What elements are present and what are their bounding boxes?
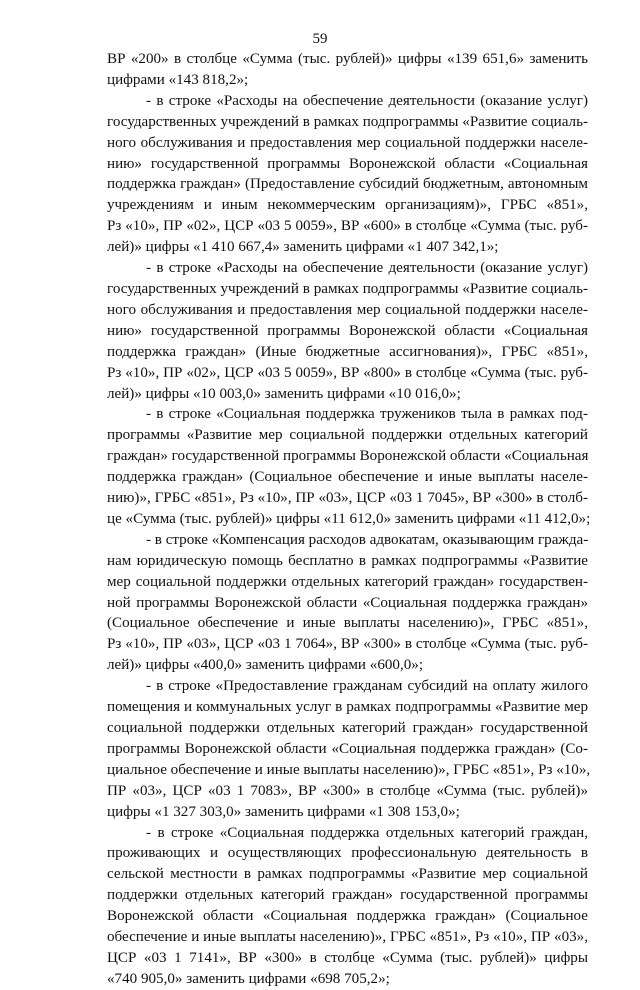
text-line: циальное обеспечение и иные выплаты населению)», ГРБС «851», Рз «10»,: [107, 761, 591, 778]
text-line: ного обслуживания и предоставления мер социальной поддержки населе-: [107, 301, 588, 318]
text-line: - в строке «Социальная поддержка отдельных категорий граждан,: [146, 824, 588, 841]
text-line: помещения и коммунальных услуг в рамках подпрограммы «Развитие мер: [107, 699, 588, 716]
text-line: поддержка граждан» (Предоставление субсидий бюджетным, автономным: [107, 176, 588, 193]
text-line: цифры «1 327 303,0» заменить цифрами «1 308 153,0»;: [107, 803, 460, 820]
paragraph: [107, 823, 588, 990]
text-line: государственных учреждений в рамках подпрограммы «Развитие социаль-: [107, 113, 588, 130]
text-line: социальной поддержки отдельных категорий граждан» государственной: [107, 720, 588, 736]
text-line: - в строке «Компенсация расходов адвокатам, оказывающим гражда-: [146, 531, 589, 548]
text-line: Рз «10», ПР «02», ЦСР «03 5 0059», ВР «600» в столбце «Сумма (тыс. руб-: [107, 218, 588, 235]
text-line: ПР «03», ЦСР «03 1 7083», ВР «300» в столбце «Сумма (тыс. рублей)»: [107, 782, 588, 799]
text-line: нию» государственной программы Воронежской области «Социальная: [107, 155, 588, 172]
text-line: поддержки отдельных категорий граждан» государственной программы: [107, 887, 588, 904]
text-line: це «Сумма (тыс. рублей)» цифры «11 612,0» заменить цифрами «11 412,0»;: [107, 510, 591, 527]
text-line: нию» государственной программы Воронежской области «Социальная: [107, 322, 588, 339]
text-line: лей)» цифры «1 410 667,4» заменить цифрами «1 407 342,1»;: [107, 239, 499, 256]
text-line: учреждениям и иным некоммерческим организациям)», ГРБС «851»,: [107, 197, 588, 214]
paragraph: [107, 676, 591, 822]
text-line: сельской местности в рамках подпрограммы «Развитие мер социальной: [107, 866, 588, 883]
text-line: обеспечение и иные выплаты населению)», ГРБС «851», Рз «10», ПР «03»,: [107, 929, 588, 946]
text-line: ной программы Воронежской области «Социальная поддержка граждан»: [107, 594, 588, 611]
text-line: - в строке «Предоставление гражданам субсидий на оплату жилого: [146, 678, 588, 695]
text-line: ного обслуживания и предоставления мер социальной поддержки населе-: [107, 134, 588, 151]
paragraph: [107, 530, 588, 676]
paragraph: [107, 91, 588, 258]
text-line: - в строке «Социальная поддержка тружеников тыла в рамках под-: [146, 406, 588, 423]
text-line: нам юридическую помощь бесплатно в рамках подпрограммы «Развитие: [107, 552, 588, 569]
page-number: 59: [312, 31, 328, 47]
paragraph: [107, 258, 588, 404]
text-line: «740 905,0» заменить цифрами «698 705,2»;: [107, 970, 390, 987]
text-line: нию)», ГРБС «851», Рз «10», ПР «03», ЦСР «03 1 7045», ВР «300» в столб-: [107, 490, 588, 507]
text-line: лей)» цифры «10 003,0» заменить цифрами «10 016,0»;: [107, 385, 461, 402]
text-line: лей)» цифры «400,0» заменить цифрами «600,0»;: [107, 657, 424, 674]
text-line: проживающих и осуществляющих профессиональную деятельность в: [107, 845, 588, 862]
text-line: граждан» государственной программы Воронежской области «Социальная: [107, 448, 589, 465]
text-line: мер социальной поддержки отдельных категорий граждан» государствен-: [107, 573, 588, 590]
text-line: поддержка граждан» (Иные бюджетные ассигнования)», ГРБС «851»,: [107, 343, 588, 360]
paragraph: [107, 49, 588, 91]
text-line: ВР «200» в столбце «Сумма (тыс. рублей)» цифры «139 651,6» заменить: [107, 51, 588, 67]
text-line: - в строке «Расходы на обеспечение деятельности (оказание услуг): [146, 260, 588, 277]
text-line: Воронежской области «Социальная поддержка граждан» (Социальное: [107, 908, 588, 925]
text-line: Рз «10», ПР «02», ЦСР «03 5 0059», ВР «800» в столбце «Сумма (тыс. руб-: [107, 364, 588, 381]
text-line: цифрами «143 818,2»;: [107, 71, 249, 88]
text-line: поддержка граждан» (Социальное обеспечение и иные выплаты населе-: [107, 469, 588, 486]
text-line: государственных учреждений в рамках подпрограммы «Развитие социаль-: [107, 280, 588, 297]
paragraph: [107, 404, 591, 529]
text-line: программы «Развитие мер социальной поддержки отдельных категорий: [107, 427, 588, 444]
document-body: [107, 49, 591, 990]
text-line: (Социальное обеспечение и иные выплаты населению)», ГРБС «851»,: [107, 615, 588, 632]
text-line: ЦСР «03 1 7141», ВР «300» в столбце «Сумма (тыс. рублей)» цифры: [107, 949, 588, 966]
text-line: - в строке «Расходы на обеспечение деятельности (оказание услуг): [146, 92, 588, 109]
text-line: Рз «10», ПР «03», ЦСР «03 1 7064», ВР «300» в столбце «Сумма (тыс. руб-: [107, 636, 588, 653]
text-line: программы Воронежской области «Социальная поддержка граждан» (Со-: [107, 740, 588, 757]
